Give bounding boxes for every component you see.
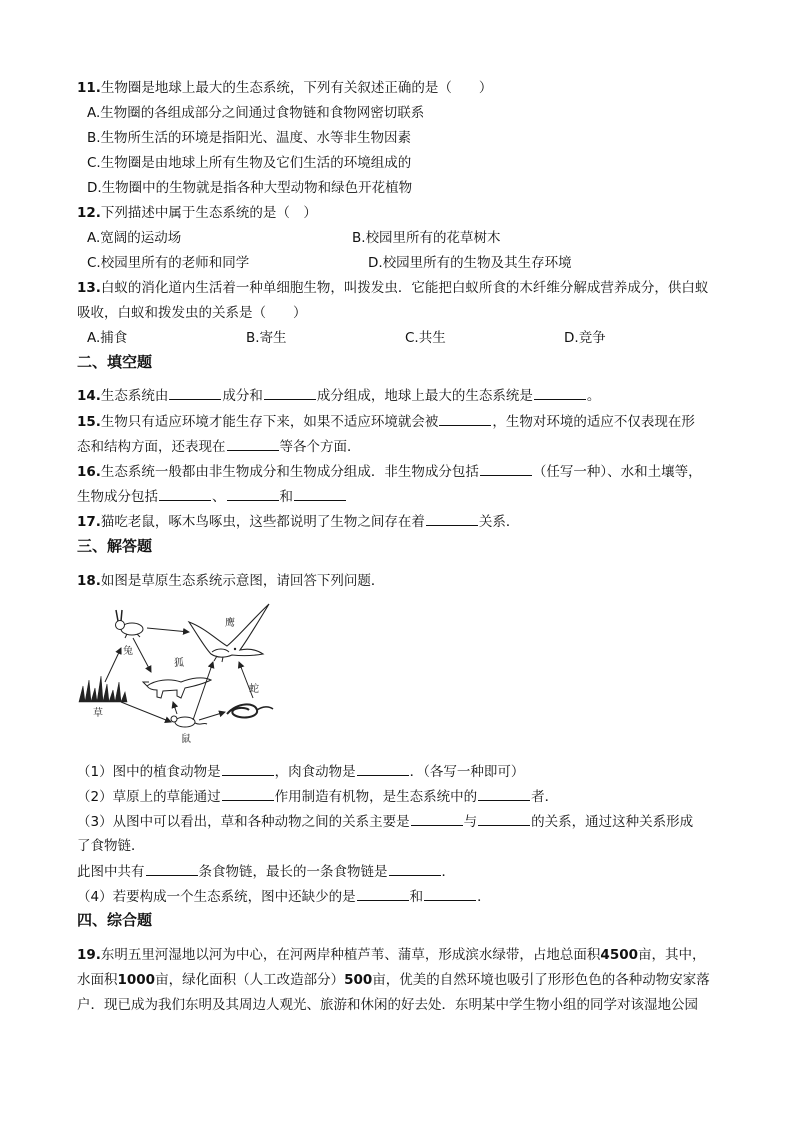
- q11-option-d: D.生物圈中的生物就是指各种大型动物和绿色开花植物: [87, 180, 413, 196]
- q11-stem: 11.生物圈是地球上最大的生态系统，下列有关叙述正确的是（ ）: [77, 80, 493, 96]
- label-rabbit: 兔: [123, 646, 133, 657]
- arrow-rabbit-fox: [133, 638, 151, 672]
- label-snake: 蛇: [249, 684, 259, 695]
- q12-option-a: A.宽阔的运动场: [87, 230, 182, 246]
- arrow-mouse-fox: [173, 702, 177, 714]
- q14-blank-2[interactable]: [264, 386, 316, 400]
- label-hawk: 鹰: [225, 618, 235, 629]
- q18-sub1: （1）图中的植食动物是 ，肉食动物是 ．（各写一种即可）: [77, 764, 525, 780]
- q18-sub3-line1: （3）从图中可以看出，草和各种动物之间的关系主要是 与 的关系，通过这种关系形成: [77, 814, 694, 830]
- q16-blank-2[interactable]: [159, 487, 211, 501]
- q11-option-b: B.生物所生活的环境是指阳光、温度、水等非生物因素: [87, 130, 412, 146]
- q16-blank-3[interactable]: [227, 487, 279, 501]
- q13-option-a: A.捕食: [87, 330, 128, 346]
- arrow-rabbit-hawk: [147, 628, 189, 632]
- fox-icon: [143, 678, 211, 698]
- q13-option-b: B.寄生: [246, 330, 287, 346]
- q12-option-c: C.校园里所有的老师和同学: [87, 255, 250, 271]
- q18-sub4: （4）若要构成一个生态系统，图中还缺少的是 和 ．: [77, 889, 491, 905]
- q18-sub3-line3: 此图中共有 条食物链，最长的一条食物链是 ．: [77, 864, 455, 880]
- q15-line1: 15.生物只有适应环境才能生存下来，如果不适应环境就会被 ，生物对环境的适应不仅表现在形: [77, 414, 695, 430]
- q19-line2: 水面积1000亩，绿化面积（人工改造部分）500亩，优美的自然环境也吸引了形形色色的各种动物安家落: [77, 972, 710, 988]
- q18-blank-9[interactable]: [357, 887, 409, 901]
- q18-blank-6[interactable]: [478, 812, 530, 826]
- arrow-mouse-snake: [199, 712, 225, 720]
- q16-blank-1[interactable]: [480, 462, 532, 476]
- q19-line1: 19.东明五里河湿地以河为中心，在河两岸种植芦苇、蒲草，形成滨水绿带，占地总面积4500亩，其中，: [77, 947, 706, 963]
- q18-blank-3[interactable]: [222, 787, 274, 801]
- q13-option-c: C.共生: [405, 330, 446, 346]
- q18-blank-4[interactable]: [478, 787, 530, 801]
- q12-option-d: D.校园里所有的生物及其生存环境: [368, 255, 572, 271]
- q14: 14.生态系统由 成分和 成分组成，地球上最大的生态系统是 。: [77, 388, 601, 404]
- q17-blank[interactable]: [426, 512, 478, 526]
- q15-blank-2[interactable]: [227, 437, 279, 451]
- label-grass: 草: [93, 708, 103, 719]
- q18-blank-10[interactable]: [424, 887, 476, 901]
- q18-stem: 18.如图是草原生态系统示意图，请回答下列问题．: [77, 573, 385, 589]
- q18-blank-7[interactable]: [146, 862, 198, 876]
- q16-line2: 生物成分包括 、 和: [77, 487, 347, 506]
- q11-option-c: C.生物圈是由地球上所有生物及它们生活的环境组成的: [87, 155, 412, 171]
- arrow-grass-mouse: [121, 702, 171, 722]
- label-mouse: 鼠: [181, 734, 191, 745]
- q13-option-d: D.竞争: [564, 330, 606, 346]
- q13-stem-line2: 吸收，白蚁和拨发虫的关系是（ ）: [77, 305, 307, 321]
- grass-icon: [79, 676, 127, 702]
- q11-option-a: A.生物圈的各组成部分之间通过食物链和食物网密切联系: [87, 105, 425, 121]
- hawk-icon: [189, 604, 269, 662]
- arrow-grass-rabbit: [105, 648, 121, 682]
- q17: 17.猫吃老鼠，啄木鸟啄虫，这些都说明了生物之间存在着 关系．: [77, 514, 520, 530]
- rabbit-icon: [116, 610, 144, 638]
- q12-stem: 12.下列描述中属于生态系统的是（ ）: [77, 205, 317, 221]
- q16-line1: 16.生态系统一般都由非生物成分和生物成分组成．非生物成分包括 （任写一种）、水和土壤等，: [77, 464, 702, 480]
- q18-sub2: （2）草原上的草能通过 作用制造有机物，是生态系统中的 者．: [77, 789, 559, 805]
- q14-blank-3[interactable]: [534, 386, 586, 400]
- q12-option-b: B.校园里所有的花草树木: [352, 230, 501, 246]
- q18-blank-5[interactable]: [411, 812, 463, 826]
- grassland-food-web-diagram: [77, 598, 292, 746]
- q18-blank-1[interactable]: [222, 762, 274, 776]
- q18-blank-8[interactable]: [389, 862, 441, 876]
- snake-icon: [227, 704, 273, 717]
- section-fill-in-blank-title: 二、填空题: [77, 353, 153, 371]
- label-fox: 狐: [174, 658, 184, 669]
- q15-line2: 态和结构方面，还表现在 等各个方面．: [77, 439, 361, 455]
- q15-blank-1[interactable]: [439, 412, 491, 426]
- q13-stem-line1: 13.白蚁的消化道内生活着一种单细胞生物，叫拨发虫．它能把白蚁所食的木纤维分解成营养成分，供白蚁: [77, 280, 709, 296]
- q19-line3: 户．现已成为我们东明及其周边人观光、旅游和休闲的好去处．东明某中学生物小组的同学对该湿地公园: [77, 997, 698, 1013]
- section-comprehensive-title: 四、综合题: [77, 911, 153, 929]
- q14-blank-1[interactable]: [169, 386, 221, 400]
- q18-blank-2[interactable]: [357, 762, 409, 776]
- section-answer-title: 三、解答题: [77, 537, 153, 555]
- mouse-icon: [171, 716, 207, 727]
- q16-blank-4[interactable]: [294, 487, 346, 501]
- q18-sub3-line2: 了食物链．: [77, 838, 145, 854]
- arrow-mouse-hawk: [193, 662, 213, 720]
